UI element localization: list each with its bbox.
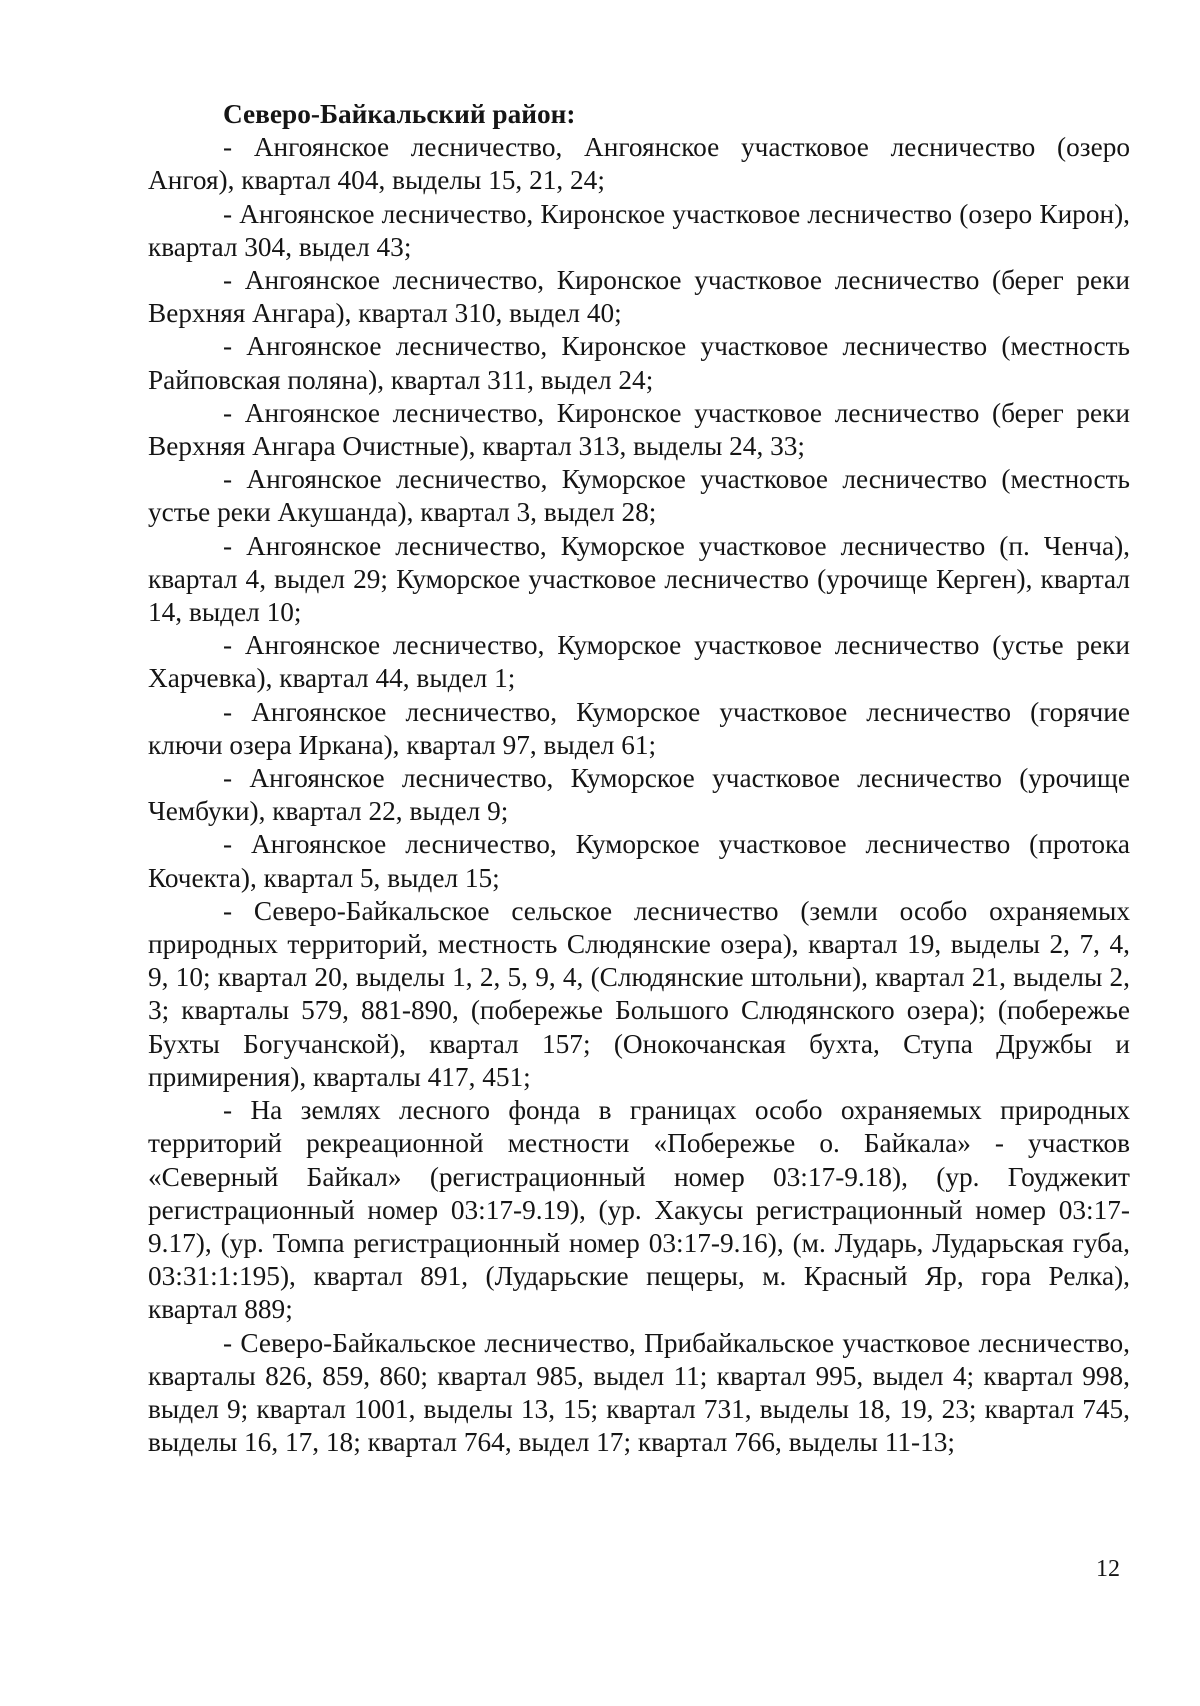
list-item: - Ангоянское лесничество, Куморское участковое лесничество (урочище Чембуки), квартал 22, выдел 9; <box>148 763 1130 827</box>
page-number: 12 <box>1096 1556 1120 1582</box>
list-item: - Ангоянское лесничество, Ангоянское участковое лесничество (озеро Ангоя), квартал 404, выделы 15, 21, 24; <box>148 132 1130 196</box>
list-item: - Северо-Байкальское лесничество, Прибайкальское участковое лесничество, кварталы 826, 859, 860; квартал 985, выдел 11; квартал 995, выдел 4; квартал 998, выдел 9; квартал 1001, выделы 13, 15; квартал 731, выделы 18, 19, 23; квартал 745, выделы 16, 17, 18; квартал 764, выдел 17; квартал 766, выделы 11-13; <box>148 1327 1130 1458</box>
list-item: - Ангоянское лесничество, Куморское участковое лесничество (п. Ченча), квартал 4, выдел 29; Куморское участковое лесничество (урочище Керген), квартал 14, выдел 10; <box>148 530 1130 628</box>
list-item: - Ангоянское лесничество, Куморское участковое лесничество (устье реки Харчевка), квартал 44, выдел 1; <box>148 630 1130 694</box>
list-item: - Ангоянское лесничество, Куморское участковое лесничество (горячие ключи озера Иркана), квартал 97, выдел 61; <box>148 696 1130 760</box>
document-page <box>148 98 1130 1459</box>
list-item: - Ангоянское лесничество, Киронское участковое лесничество (местность Райповская поляна), квартал 311, выдел 24; <box>148 331 1130 395</box>
list-item: - Ангоянское лесничество, Куморское участковое лесничество (протока Кочекта), квартал 5, выдел 15; <box>148 829 1130 893</box>
list-item: - На землях лесного фонда в границах особо охраняемых природных территорий рекреационной местности «Побережье о. Байкала» - участков «Северный Байкал» (регистрационный номер 03:17-9.18), (ур. Гоуджекит регистрационный номер 03:17-9.19), (ур. Хакусы регистрационный номер 03:17-9.17), (ур. Томпа регистрационный номер 03:17-9.16), (м. Лударь, Лударьская губа, 03:31:1:195), квартал 891, (Лударьские пещеры, м. Красный Яр, гора Релка), квартал 889; <box>148 1095 1130 1325</box>
section-heading: Северо-Байкальский район: <box>223 99 576 129</box>
list-item: - Ангоянское лесничество, Киронское участковое лесничество (озеро Кирон), квартал 304, выдел 43; <box>148 198 1130 262</box>
list-item: - Ангоянское лесничество, Киронское участковое лесничество (берег реки Верхняя Ангара Очистные), квартал 313, выделы 24, 33; <box>148 397 1130 462</box>
list-item: - Ангоянское лесничество, Куморское участковое лесничество (местность устье реки Акушанда), квартал 3, выдел 28; <box>148 464 1130 528</box>
list-item: - Ангоянское лесничество, Киронское участковое лесничество (берег реки Верхняя Ангара), квартал 310, выдел 40; <box>148 265 1130 329</box>
list-item: - Северо-Байкальское сельское лесничество (земли особо охраняемых природных территорий, местность Слюдянские озера), квартал 19, выделы 2, 7, 4, 9, 10; квартал 20, выделы 1, 2, 5, 9, 4, (Слюдянские штольни), квартал 21, выделы 2, 3; кварталы 579, 881-890, (побережье Большого Слюдянского озера); (побережье Бухты Богучанской), квартал 157; (Онокочанская бухта, Ступа Дружбы и примирения), кварталы 417, 451; <box>148 895 1130 1092</box>
